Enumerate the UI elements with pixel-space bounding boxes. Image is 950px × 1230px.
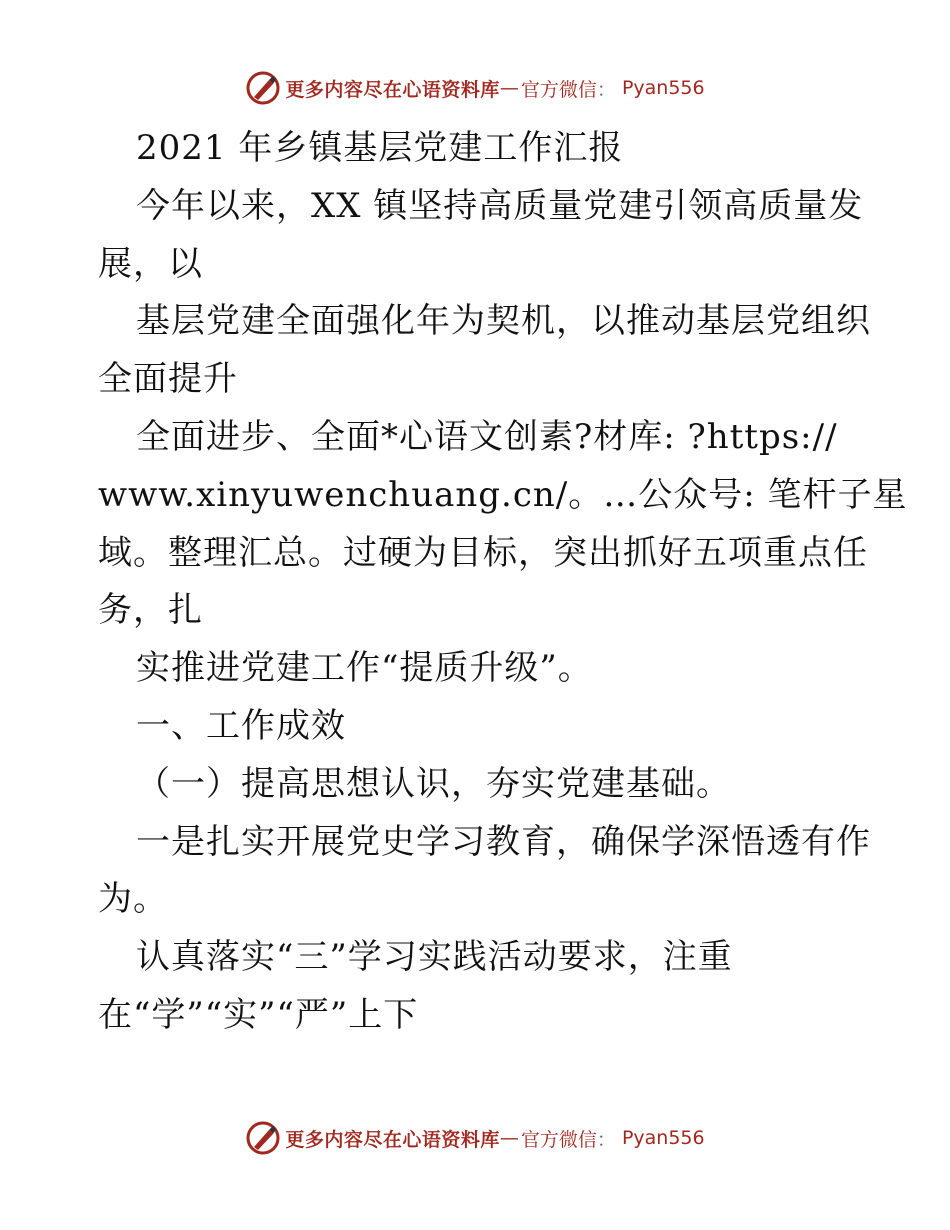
document-line: 全面提升 bbox=[98, 359, 238, 400]
document-line: 实推进党建工作“提质升级”。 bbox=[136, 648, 593, 689]
document-line: 一、工作成效 bbox=[136, 705, 346, 746]
footer-watermark-banner bbox=[0, 1118, 950, 1158]
document-line: 基层党建全面强化年为契机，以推动基层党组织 bbox=[136, 301, 871, 342]
document-line: 一是扎实开展党史学习教育，确保学深悟透有作 bbox=[136, 821, 871, 862]
document-body bbox=[98, 120, 908, 1045]
pen-seal-logo-icon bbox=[245, 1120, 281, 1156]
banner-wechat-label: 官方微信 bbox=[520, 78, 597, 101]
document-line: 域。整理汇总。过硬为目标，突出抓好五项重点任 bbox=[98, 532, 868, 573]
document-line: 2021 年乡镇基层党建工作汇报 bbox=[136, 128, 624, 168]
document-line: 今年以来，XX 镇坚持高质量党建引领高质量发 bbox=[136, 185, 864, 226]
document-line: 为。 bbox=[98, 879, 168, 920]
banner-main-text: 更多内容尽在心语资料库 bbox=[285, 1128, 500, 1151]
document-line: 务，扎 bbox=[98, 590, 203, 631]
document-line: 在“学”“实”“严”上下 bbox=[98, 994, 419, 1035]
document-line: www.xinyuwenchuang.cn/。…公众号: 笔杆子星 bbox=[98, 474, 908, 515]
pen-seal-logo-icon bbox=[245, 70, 281, 106]
banner-wechat-id: Pyan556 bbox=[621, 77, 705, 99]
document-line: 全面进步、全面*心语文创素?材库: ?https:// bbox=[136, 416, 838, 457]
banner-separator: — bbox=[499, 77, 519, 99]
document-line: 认真落实“三”学习实践活动要求，注重 bbox=[136, 937, 733, 978]
document-line: （一）提高思想认识，夯实党建基础。 bbox=[136, 763, 731, 804]
banner-colon: ： bbox=[596, 78, 616, 101]
banner-main-text: 更多内容尽在心语资料库 bbox=[285, 78, 500, 101]
header-watermark-banner bbox=[0, 68, 950, 108]
banner-separator: — bbox=[499, 1127, 519, 1149]
document-line: 展，以 bbox=[98, 243, 203, 284]
banner-colon: ： bbox=[596, 1128, 616, 1151]
banner-wechat-id: Pyan556 bbox=[621, 1127, 705, 1149]
banner-wechat-label: 官方微信 bbox=[520, 1128, 597, 1151]
